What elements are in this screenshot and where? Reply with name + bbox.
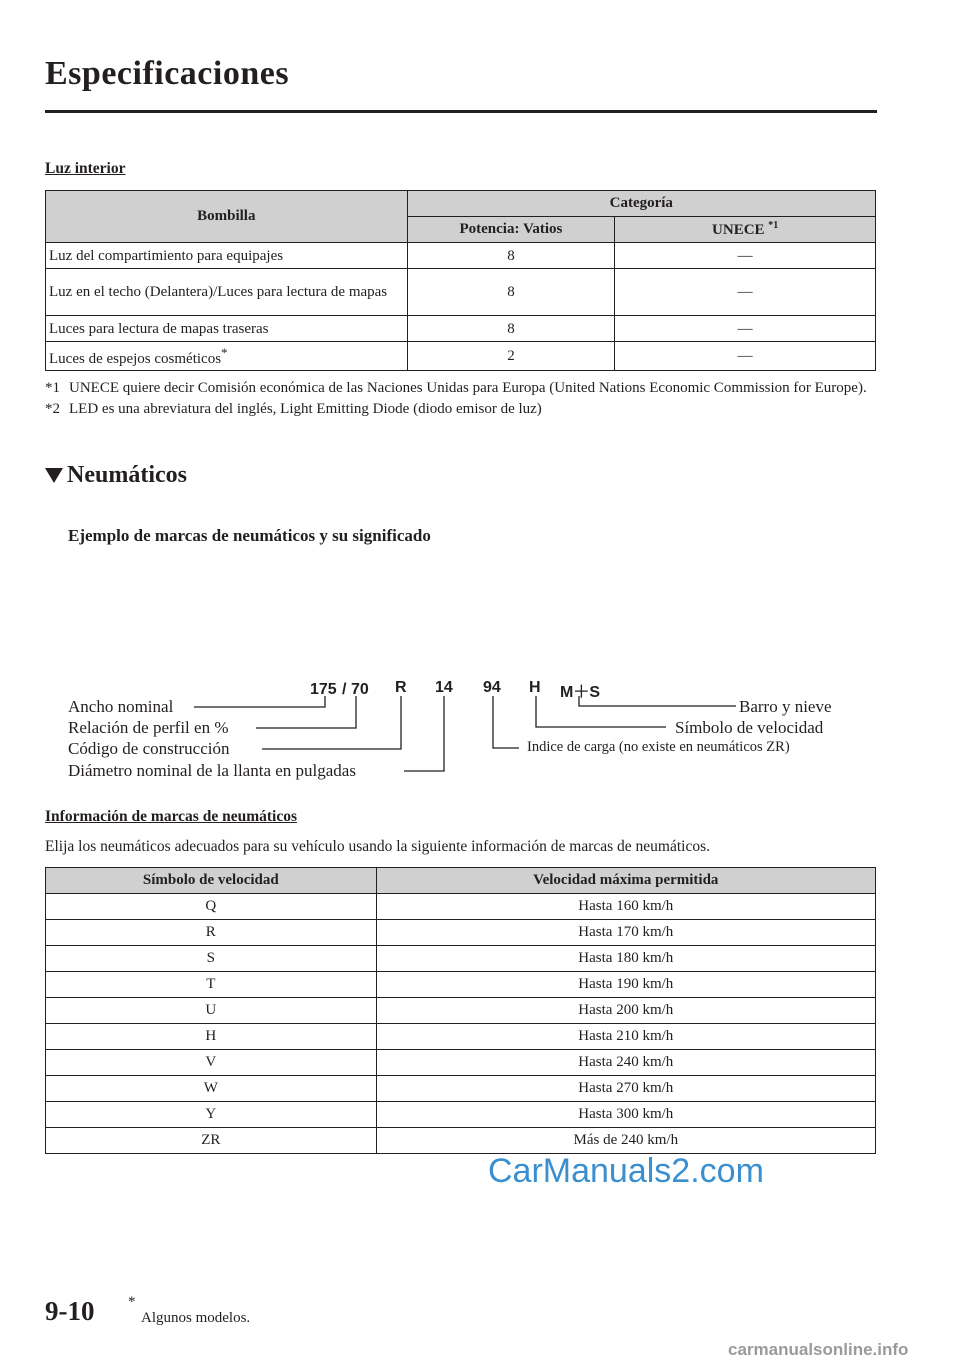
header-power: Potencia: Vatios <box>407 217 615 243</box>
tire-code-speed: H <box>529 679 541 696</box>
table-row <box>46 946 876 972</box>
table-row <box>46 1024 876 1050</box>
tire-code-rim: 14 <box>435 679 453 696</box>
speed-symbol: U <box>46 998 377 1024</box>
label-nominal-width: Ancho nominal <box>68 697 174 716</box>
page-title: Especificaciones <box>45 55 290 92</box>
speed-symbol-table <box>45 867 876 1154</box>
bulb-unece: — <box>615 269 876 316</box>
bulb-watts: 8 <box>407 316 615 342</box>
max-speed: Hasta 300 km/h <box>376 1102 875 1128</box>
label-aspect-ratio: Relación de perfil en % <box>68 718 229 737</box>
some-models-star: * <box>221 345 228 360</box>
max-speed: Más de 240 km/h <box>376 1128 875 1154</box>
bulb-name: Luz en el techo (Delantera)/Luces para lectura de mapas <box>46 269 408 316</box>
bulb-name: Luces para lectura de mapas traseras <box>46 316 408 342</box>
max-speed: Hasta 240 km/h <box>376 1050 875 1076</box>
interior-light-heading: Luz interior <box>45 160 126 177</box>
footer-star: * <box>128 1294 136 1310</box>
max-speed: Hasta 200 km/h <box>376 998 875 1024</box>
tire-example-title: Ejemplo de marcas de neumáticos y su significado <box>68 526 431 545</box>
watermark: CarManuals2.com <box>488 1152 764 1190</box>
tires-section-title: Neumáticos <box>45 462 187 489</box>
table-row <box>46 316 876 342</box>
table-row <box>46 998 876 1024</box>
tire-code-ms: M＋S <box>560 684 601 701</box>
tire-code-construction: R <box>395 679 407 696</box>
label-rim-diameter: Diámetro nominal de la llanta en pulgadas <box>68 761 356 780</box>
table-row <box>46 1128 876 1154</box>
speed-symbol: ZR <box>46 1128 377 1154</box>
max-speed: Hasta 190 km/h <box>376 972 875 998</box>
footnote: *2 LED es una abreviatura del inglés, Light Emitting Diode (diodo emisor de luz) <box>45 401 542 417</box>
footnote: *1 UNECE quiere decir Comisión económica de las Naciones Unidas para Europa (United Nations Economic Commission for Europe). <box>45 380 867 396</box>
header-max-speed: Velocidad máxima permitida <box>376 868 875 894</box>
speed-symbol: H <box>46 1024 377 1050</box>
table-row <box>46 1102 876 1128</box>
table-row <box>46 243 876 269</box>
table-row <box>46 972 876 998</box>
header-speed-symbol: Símbolo de velocidad <box>46 868 377 894</box>
page-number: 9-10 <box>45 1296 95 1326</box>
speed-symbol: T <box>46 972 377 998</box>
table-row <box>46 342 876 371</box>
speed-symbol: R <box>46 920 377 946</box>
tire-code-width: 175 <box>310 681 337 698</box>
speed-symbol: V <box>46 1050 377 1076</box>
tire-info-heading: Información de marcas de neumáticos <box>45 808 297 825</box>
table-row <box>46 1050 876 1076</box>
footnotes <box>45 378 869 420</box>
title-rule <box>45 110 877 113</box>
bulb-name: Luz del compartimiento para equipajes <box>46 243 408 269</box>
bulb-watts: 8 <box>407 269 615 316</box>
speed-symbol: Q <box>46 894 377 920</box>
bulb-name: Luces de espejos cosméticos* <box>46 342 408 371</box>
interior-light-table <box>45 190 876 371</box>
label-construction-code: Código de construcción <box>68 739 230 758</box>
table-row <box>46 920 876 946</box>
max-speed: Hasta 210 km/h <box>376 1024 875 1050</box>
speed-symbol: S <box>46 946 377 972</box>
max-speed: Hasta 270 km/h <box>376 1076 875 1102</box>
triangle-down-icon <box>45 468 63 483</box>
tire-code-load: 94 <box>483 679 501 696</box>
table-row <box>46 894 876 920</box>
tire-code-slash: / <box>342 681 347 698</box>
bulb-unece: — <box>615 243 876 269</box>
bulb-watts: 8 <box>407 243 615 269</box>
footer-site-watermark: carmanualsonline.info <box>728 1340 909 1359</box>
label-load-index: Indice de carga (no existe en neumáticos ZR) <box>527 739 790 755</box>
tire-marking-diagram <box>0 670 960 790</box>
label-speed-symbol: Símbolo de velocidad <box>675 718 824 737</box>
label-mud-snow: Barro y nieve <box>739 697 832 716</box>
bulb-unece: — <box>615 342 876 371</box>
table-row <box>46 1076 876 1102</box>
footer-note: Algunos modelos. <box>141 1310 251 1326</box>
header-bulb: Bombilla <box>46 191 408 243</box>
header-unece: UNECE $^{*1}$ <box>615 217 876 243</box>
header-category: Categoría <box>407 191 875 217</box>
tire-info-text: Elija los neumáticos adecuados para su vehículo usando la siguiente información de marcas de neumáticos. <box>45 838 710 855</box>
max-speed: Hasta 170 km/h <box>376 920 875 946</box>
speed-symbol: W <box>46 1076 377 1102</box>
max-speed: Hasta 180 km/h <box>376 946 875 972</box>
table-row <box>46 269 876 316</box>
max-speed: Hasta 160 km/h <box>376 894 875 920</box>
bulb-watts: 2 <box>407 342 615 371</box>
speed-symbol: Y <box>46 1102 377 1128</box>
bulb-unece: — <box>615 316 876 342</box>
tire-code-ratio: 70 <box>351 681 369 698</box>
